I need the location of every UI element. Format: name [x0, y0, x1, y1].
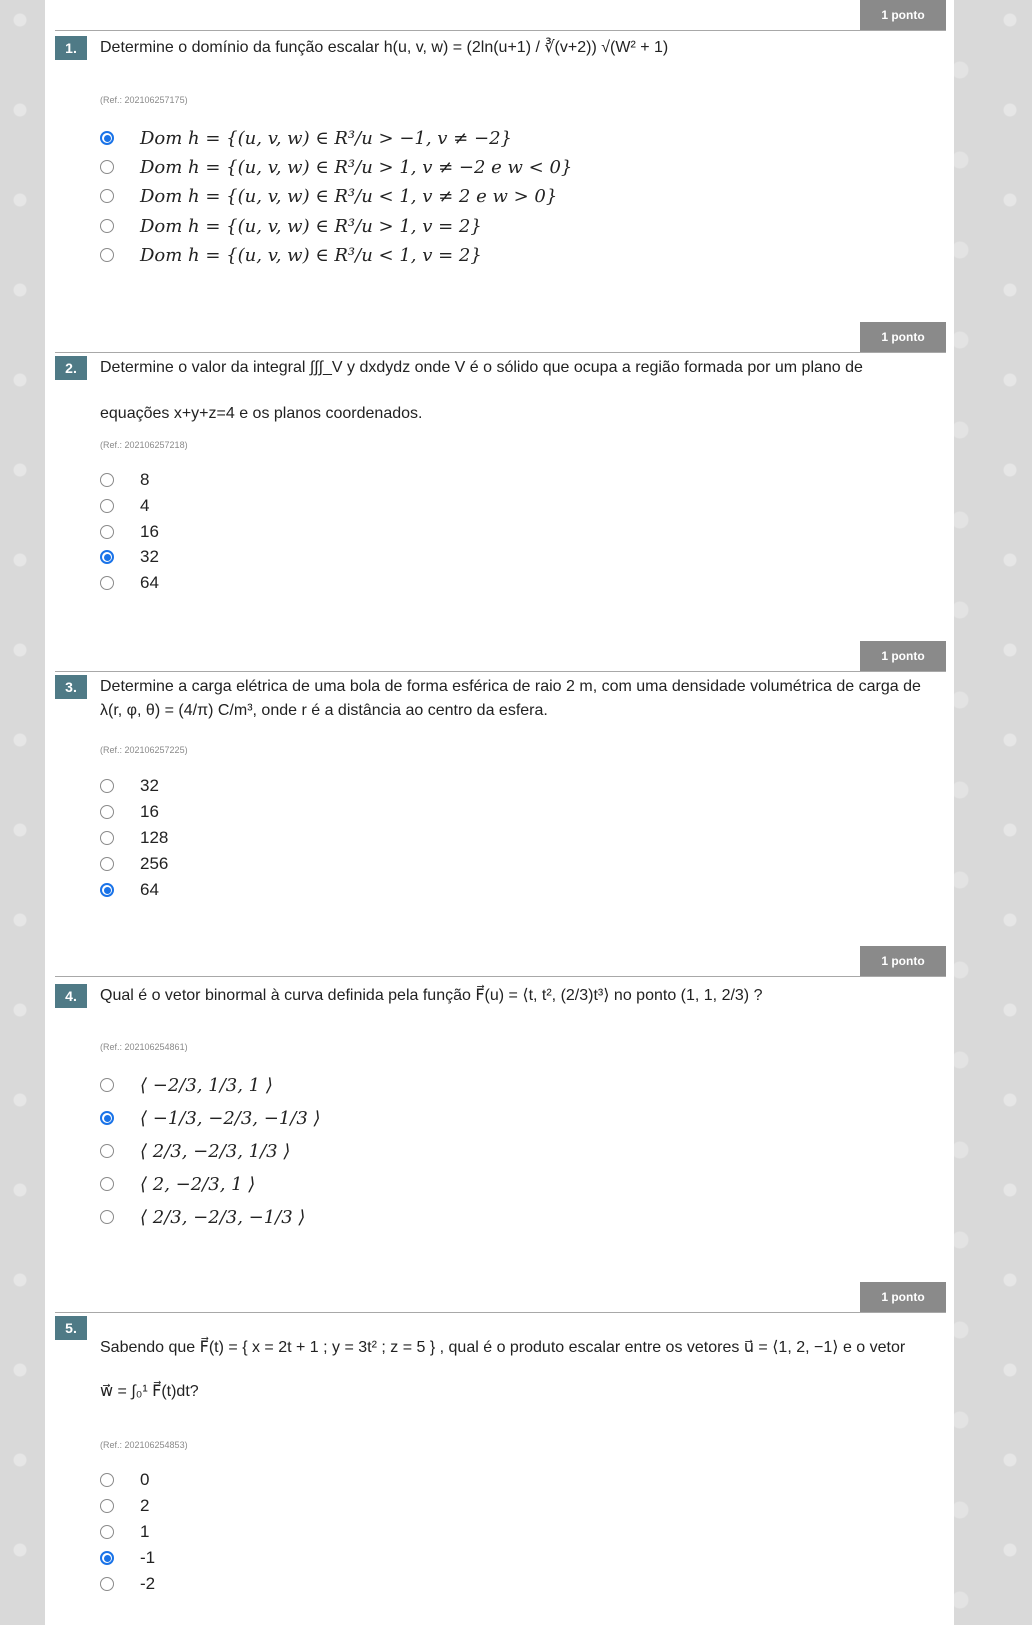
- radio-button-selected[interactable]: [100, 1551, 114, 1565]
- question-ref: (Ref.: 202106254853): [100, 1440, 188, 1450]
- answer-option[interactable]: [100, 774, 159, 798]
- prompt-line: w⃗ = ∫₀¹ F⃗(t)dt?: [100, 1383, 199, 1400]
- question-ref: (Ref.: 202106257175): [100, 95, 188, 105]
- radio-button[interactable]: [100, 831, 114, 845]
- radio-button[interactable]: [100, 1144, 114, 1158]
- radio-button[interactable]: [100, 189, 114, 203]
- points-badge: 1 ponto: [860, 0, 946, 30]
- option-label: ⟨ 2/3, −2/3, 1/3 ⟩: [140, 1140, 291, 1162]
- option-label: Dom h = {(u, v, w) ∈ R³/u > 1, v ≠ −2 e w < 0}: [140, 156, 573, 178]
- prompt-line: equações x+y+z=4 e os planos coordenados.: [100, 405, 423, 422]
- answer-option[interactable]: [100, 852, 168, 876]
- radio-button-selected[interactable]: [100, 1111, 114, 1125]
- option-label: 0: [140, 1470, 150, 1489]
- question-3: [45, 641, 954, 941]
- question-prompt: [100, 984, 762, 1008]
- exam-page: [45, 0, 954, 1625]
- points-bar: [55, 0, 946, 31]
- answer-option[interactable]: [100, 1572, 155, 1596]
- answer-option[interactable]: [100, 1106, 321, 1130]
- question-ref: (Ref.: 202106257225): [100, 745, 188, 755]
- prompt-line: Determine o domínio da função escalar h(u, v, w) = (2ln(u+1) / ∛(v+2)) √(W² + 1): [100, 39, 669, 56]
- question-number: 5.: [55, 1316, 87, 1340]
- answer-option[interactable]: [100, 468, 149, 492]
- radio-button[interactable]: [100, 499, 114, 513]
- question-2: [45, 322, 954, 622]
- question-1: [45, 0, 954, 300]
- radio-button-selected[interactable]: [100, 131, 114, 145]
- points-bar: [55, 641, 946, 672]
- option-label: ⟨ −1/3, −2/3, −1/3 ⟩: [140, 1107, 321, 1129]
- option-label: -1: [140, 1548, 156, 1567]
- points-badge: 1 ponto: [860, 1282, 946, 1312]
- answer-option[interactable]: [100, 826, 168, 850]
- radio-button[interactable]: [100, 1078, 114, 1092]
- answer-option[interactable]: [100, 571, 159, 595]
- answer-option[interactable]: [100, 1468, 149, 1492]
- answer-option[interactable]: [100, 494, 149, 518]
- option-label: -2: [140, 1574, 156, 1593]
- question-prompt: [100, 1316, 940, 1404]
- question-number: 1.: [55, 36, 87, 60]
- question-number: 3.: [55, 675, 87, 699]
- answer-option[interactable]: [100, 1205, 305, 1229]
- answer-option[interactable]: [100, 878, 159, 902]
- option-label: 4: [140, 496, 150, 515]
- prompt-line: Sabendo que F⃗(t) = { x = 2t + 1 ; y = 3t² ; z = 5 } , qual é o produto escalar entre os vetores u⃗ = ⟨1, 2, −1⟩ e o vetor: [100, 1339, 906, 1356]
- option-label: 32: [140, 776, 159, 795]
- option-label: 64: [140, 880, 159, 899]
- option-label: Dom h = {(u, v, w) ∈ R³/u > −1, v ≠ −2}: [140, 127, 512, 149]
- radio-button[interactable]: [100, 160, 114, 174]
- radio-button-selected[interactable]: [100, 550, 114, 564]
- answer-option[interactable]: [100, 1520, 149, 1544]
- option-label: Dom h = {(u, v, w) ∈ R³/u < 1, v = 2}: [140, 244, 482, 266]
- radio-button[interactable]: [100, 473, 114, 487]
- answer-option[interactable]: [100, 155, 572, 179]
- question-number: 2.: [55, 356, 87, 380]
- question-ref: (Ref.: 202106257218): [100, 440, 188, 450]
- prompt-line: λ(r, φ, θ) = (4/π) C/m³, onde r é a distância ao centro da esfera.: [100, 702, 548, 719]
- option-label: Dom h = {(u, v, w) ∈ R³/u > 1, v = 2}: [140, 215, 482, 237]
- radio-button[interactable]: [100, 219, 114, 233]
- radio-button[interactable]: [100, 576, 114, 590]
- answer-option[interactable]: [100, 545, 159, 569]
- points-bar: [55, 322, 946, 353]
- answer-option[interactable]: [100, 184, 557, 208]
- points-badge: 1 ponto: [860, 322, 946, 352]
- question-number: 4.: [55, 984, 87, 1008]
- answer-option[interactable]: [100, 1546, 155, 1570]
- radio-button[interactable]: [100, 1210, 114, 1224]
- option-label: 1: [140, 1522, 150, 1541]
- answer-option[interactable]: [100, 214, 482, 238]
- points-badge: 1 ponto: [860, 641, 946, 671]
- answer-option[interactable]: [100, 243, 482, 267]
- option-label: Dom h = {(u, v, w) ∈ R³/u < 1, v ≠ 2 e w > 0}: [140, 185, 558, 207]
- option-label: 128: [140, 828, 169, 847]
- radio-button[interactable]: [100, 1577, 114, 1591]
- radio-button[interactable]: [100, 248, 114, 262]
- question-prompt: [100, 675, 921, 723]
- radio-button[interactable]: [100, 779, 114, 793]
- radio-button-selected[interactable]: [100, 883, 114, 897]
- radio-button[interactable]: [100, 857, 114, 871]
- option-label: ⟨ 2, −2/3, 1 ⟩: [140, 1173, 256, 1195]
- answer-option[interactable]: [100, 1139, 290, 1163]
- question-4: [45, 946, 954, 1246]
- question-prompt: [100, 36, 668, 60]
- radio-button[interactable]: [100, 1525, 114, 1539]
- radio-button[interactable]: [100, 1473, 114, 1487]
- option-label: 8: [140, 470, 150, 489]
- points-badge: 1 ponto: [860, 946, 946, 976]
- radio-button[interactable]: [100, 1499, 114, 1513]
- option-label: 256: [140, 854, 169, 873]
- radio-button[interactable]: [100, 525, 114, 539]
- answer-option[interactable]: [100, 1172, 255, 1196]
- points-bar: [55, 946, 946, 977]
- option-label: 16: [140, 802, 159, 821]
- answer-option[interactable]: [100, 126, 512, 150]
- option-label: 64: [140, 573, 159, 592]
- question-5: [45, 1282, 954, 1602]
- prompt-line: Qual é o vetor binormal à curva definida pela função F⃗(u) = ⟨t, t², (2/3)t³⟩ no ponto (1, 1, 2/3) ?: [100, 987, 763, 1004]
- option-label: 32: [140, 547, 159, 566]
- question-prompt: [100, 356, 863, 426]
- points-bar: [55, 1282, 946, 1313]
- answer-option[interactable]: [100, 800, 159, 824]
- prompt-line: Determine a carga elétrica de uma bola de forma esférica de raio 2 m, com uma densidade volumétrica de carga de: [100, 678, 921, 695]
- option-label: 16: [140, 522, 159, 541]
- prompt-line: Determine o valor da integral ∫∫∫_V y dxdydz onde V é o sólido que ocupa a região formada por um plano de: [100, 359, 863, 376]
- radio-button[interactable]: [100, 1177, 114, 1191]
- answer-option[interactable]: [100, 1073, 273, 1097]
- option-label: ⟨ −2/3, 1/3, 1 ⟩: [140, 1074, 273, 1096]
- question-ref: (Ref.: 202106254861): [100, 1042, 188, 1052]
- answer-option[interactable]: [100, 1494, 149, 1518]
- answer-option[interactable]: [100, 520, 159, 544]
- radio-button[interactable]: [100, 805, 114, 819]
- option-label: ⟨ 2/3, −2/3, −1/3 ⟩: [140, 1206, 306, 1228]
- option-label: 2: [140, 1496, 150, 1515]
